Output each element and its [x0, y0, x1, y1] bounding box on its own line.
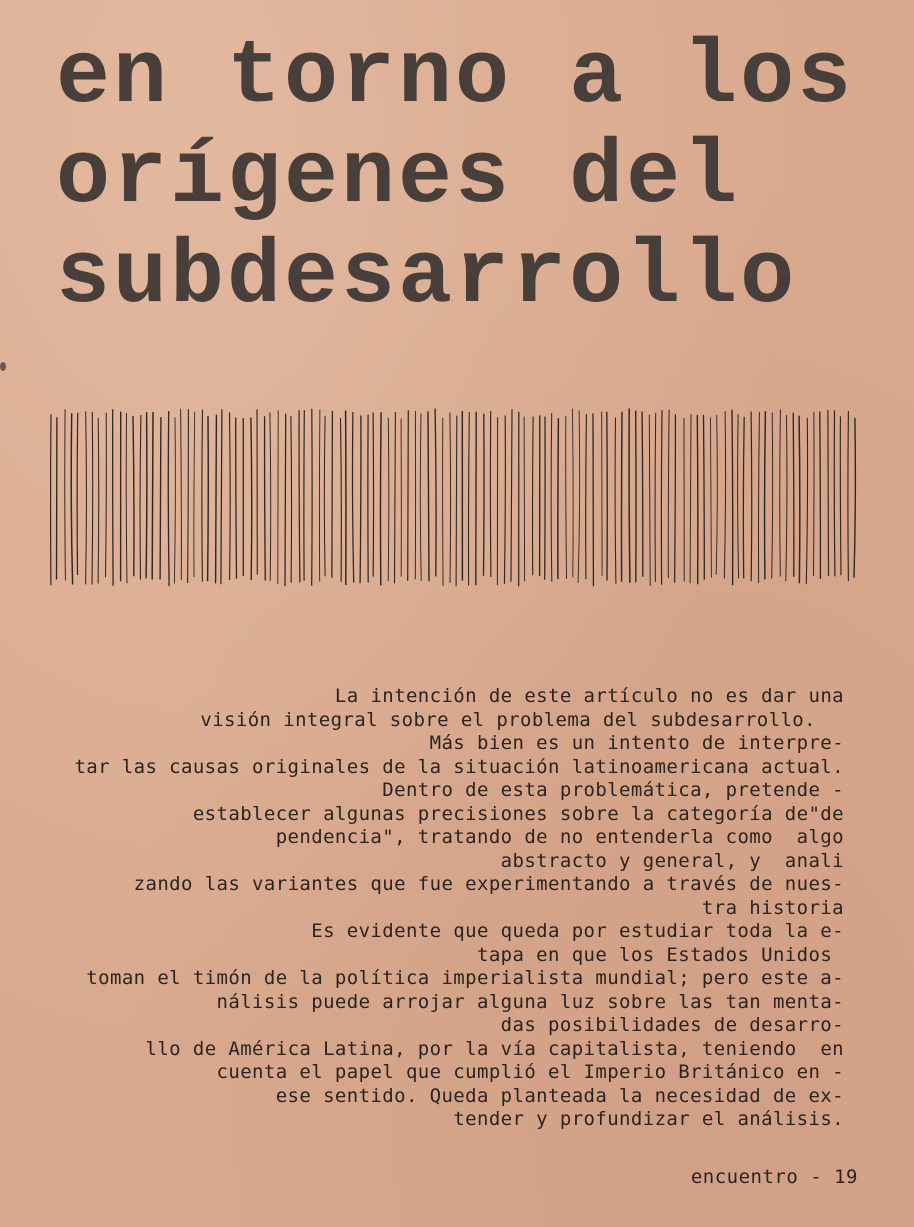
body-line: llo de América Latina, por la vía capitalista, teniendo en [145, 1037, 844, 1060]
hatch-line [251, 418, 252, 579]
hatch-line [456, 416, 457, 586]
hatch-line [285, 414, 286, 585]
hatch-line [265, 417, 266, 580]
body-line: establecer algunas precisiones sobre la categoría de"de [192, 802, 844, 825]
hatch-line [724, 412, 725, 578]
hatch-line [786, 415, 787, 580]
hatch-line [133, 417, 134, 576]
hatch-line [490, 412, 491, 577]
hatch-line [668, 410, 669, 578]
hatch-line [299, 411, 300, 582]
hatch-line [270, 413, 271, 581]
hatch-line [649, 415, 650, 586]
hatch-line [435, 409, 436, 576]
body-line: cuenta el papel que cumplió el Imperio Británico en - [216, 1061, 844, 1083]
hatch-line [504, 416, 505, 584]
hatch-line [573, 409, 574, 577]
hatch-line [98, 418, 99, 583]
hatch-line [352, 413, 353, 583]
hatch-line [388, 418, 389, 580]
hatch-line [697, 416, 698, 584]
hatch-line [408, 411, 409, 581]
hatch-line [208, 417, 209, 581]
hatch-line [675, 415, 676, 582]
hatch-line [395, 412, 396, 583]
hatch-line [751, 412, 752, 581]
hatch-line [160, 418, 161, 579]
hatch-line [126, 413, 127, 582]
hatch-line [428, 412, 429, 581]
hatch-line [484, 414, 485, 575]
page-folio: encuentro - 19 [690, 1166, 858, 1188]
hatch-line [236, 418, 237, 578]
hatch-line [711, 418, 712, 578]
hatch-line [230, 413, 231, 580]
title-line-2: orígenes del [56, 127, 741, 229]
hatch-line [468, 413, 469, 586]
hatch-line [106, 413, 107, 577]
article-title [56, 28, 854, 328]
body-line: abstracto y general, y anali [500, 849, 844, 872]
hatch-line [780, 410, 781, 576]
hatch-line [216, 415, 217, 582]
hatch-line [704, 416, 705, 579]
hatch-line [86, 412, 87, 584]
hatch-line [690, 414, 691, 583]
hatch-line [840, 417, 841, 575]
hatch-line [202, 410, 203, 581]
hatch-line [834, 411, 835, 576]
body-line: visión integral sobre el problema del subdesarrollo. [200, 708, 816, 731]
hatch-line [146, 413, 147, 578]
hatch-line [799, 416, 800, 582]
hatch-line [566, 416, 567, 578]
body-line: tender y profundizar el análisis. [453, 1108, 844, 1130]
hatch-line [380, 413, 381, 585]
ink-speck [0, 362, 6, 371]
hatch-line [92, 412, 93, 584]
hatch-line [578, 411, 580, 583]
hatch-line [629, 409, 630, 582]
hatch-line [152, 413, 153, 579]
hatch-line [806, 418, 807, 584]
title-line-3: subdesarrollo [56, 227, 798, 329]
body-line: toman el timón de la política imperialista mundial; pero este a- [86, 967, 844, 989]
hatch-line [558, 419, 559, 579]
hatch-line [341, 419, 342, 582]
hatch-line [848, 412, 849, 581]
body-line: ese sentido. Queda planteada la necesidad de ex- [275, 1084, 844, 1107]
hatch-line [360, 416, 361, 583]
hatch-line [772, 413, 773, 578]
body-line: zando las variantes que fue experimentando a través de nues- [133, 873, 844, 895]
hatch-line [71, 414, 72, 584]
hatch-line [324, 416, 325, 576]
hatch-line [828, 410, 829, 575]
body-line: Es evidente que queda por estudiar toda la e- [311, 920, 844, 942]
hatch-line [181, 409, 182, 579]
hatch-line [759, 413, 760, 583]
hatch-line [511, 410, 512, 582]
hatch-line [655, 413, 656, 581]
hatch-line [661, 411, 662, 585]
hatch-line [291, 416, 292, 582]
body-line: tra historia [701, 896, 844, 919]
hatch-line [140, 415, 141, 579]
hatch-line [854, 418, 855, 577]
hatch-line [77, 413, 78, 574]
hatch-line [65, 410, 66, 580]
hatch-line [586, 415, 587, 579]
hatch-line [221, 410, 222, 584]
hatch-line [716, 415, 717, 574]
hatch-line [820, 412, 821, 578]
hatch-line [642, 412, 643, 576]
hatch-line [743, 417, 744, 578]
article-intro [44, 685, 844, 1132]
hatch-line [174, 418, 175, 584]
hatch-line [188, 410, 189, 583]
hatch-line [738, 414, 739, 578]
hatch-line [533, 417, 534, 575]
title-line-1: en torno a los [56, 27, 855, 129]
hatch-line [194, 412, 195, 577]
hatch-line [420, 414, 421, 581]
body-line: tar las causas originales de la situación latinoamericana actual. [74, 755, 844, 778]
hatch-line [332, 411, 333, 577]
hatch-line [793, 413, 794, 576]
body-line: nálisis puede arrojar alguna luz sobre las tan menta- [216, 990, 844, 1013]
hatch-line [765, 412, 766, 579]
body-line: La intención de este artículo no es dar una [334, 685, 844, 707]
hatch-line [615, 418, 616, 583]
body-line: Dentro de esta problemática, pretende - [382, 779, 844, 801]
body-line: pendencia", tratando de no entenderla como algo [275, 826, 844, 848]
hatch-line [732, 410, 733, 584]
hatch-line [168, 412, 169, 586]
hatch-line [524, 417, 525, 581]
body-line: das posibilidades de desarro- [500, 1014, 844, 1036]
hatch-line [551, 414, 552, 582]
hatch-line [450, 413, 451, 583]
body-line: Más bien es un intento de interpre- [429, 732, 844, 754]
body-line: tapa en que los Estados Unidos [476, 943, 844, 966]
hand-drawn-hatch-decoration [48, 405, 858, 590]
